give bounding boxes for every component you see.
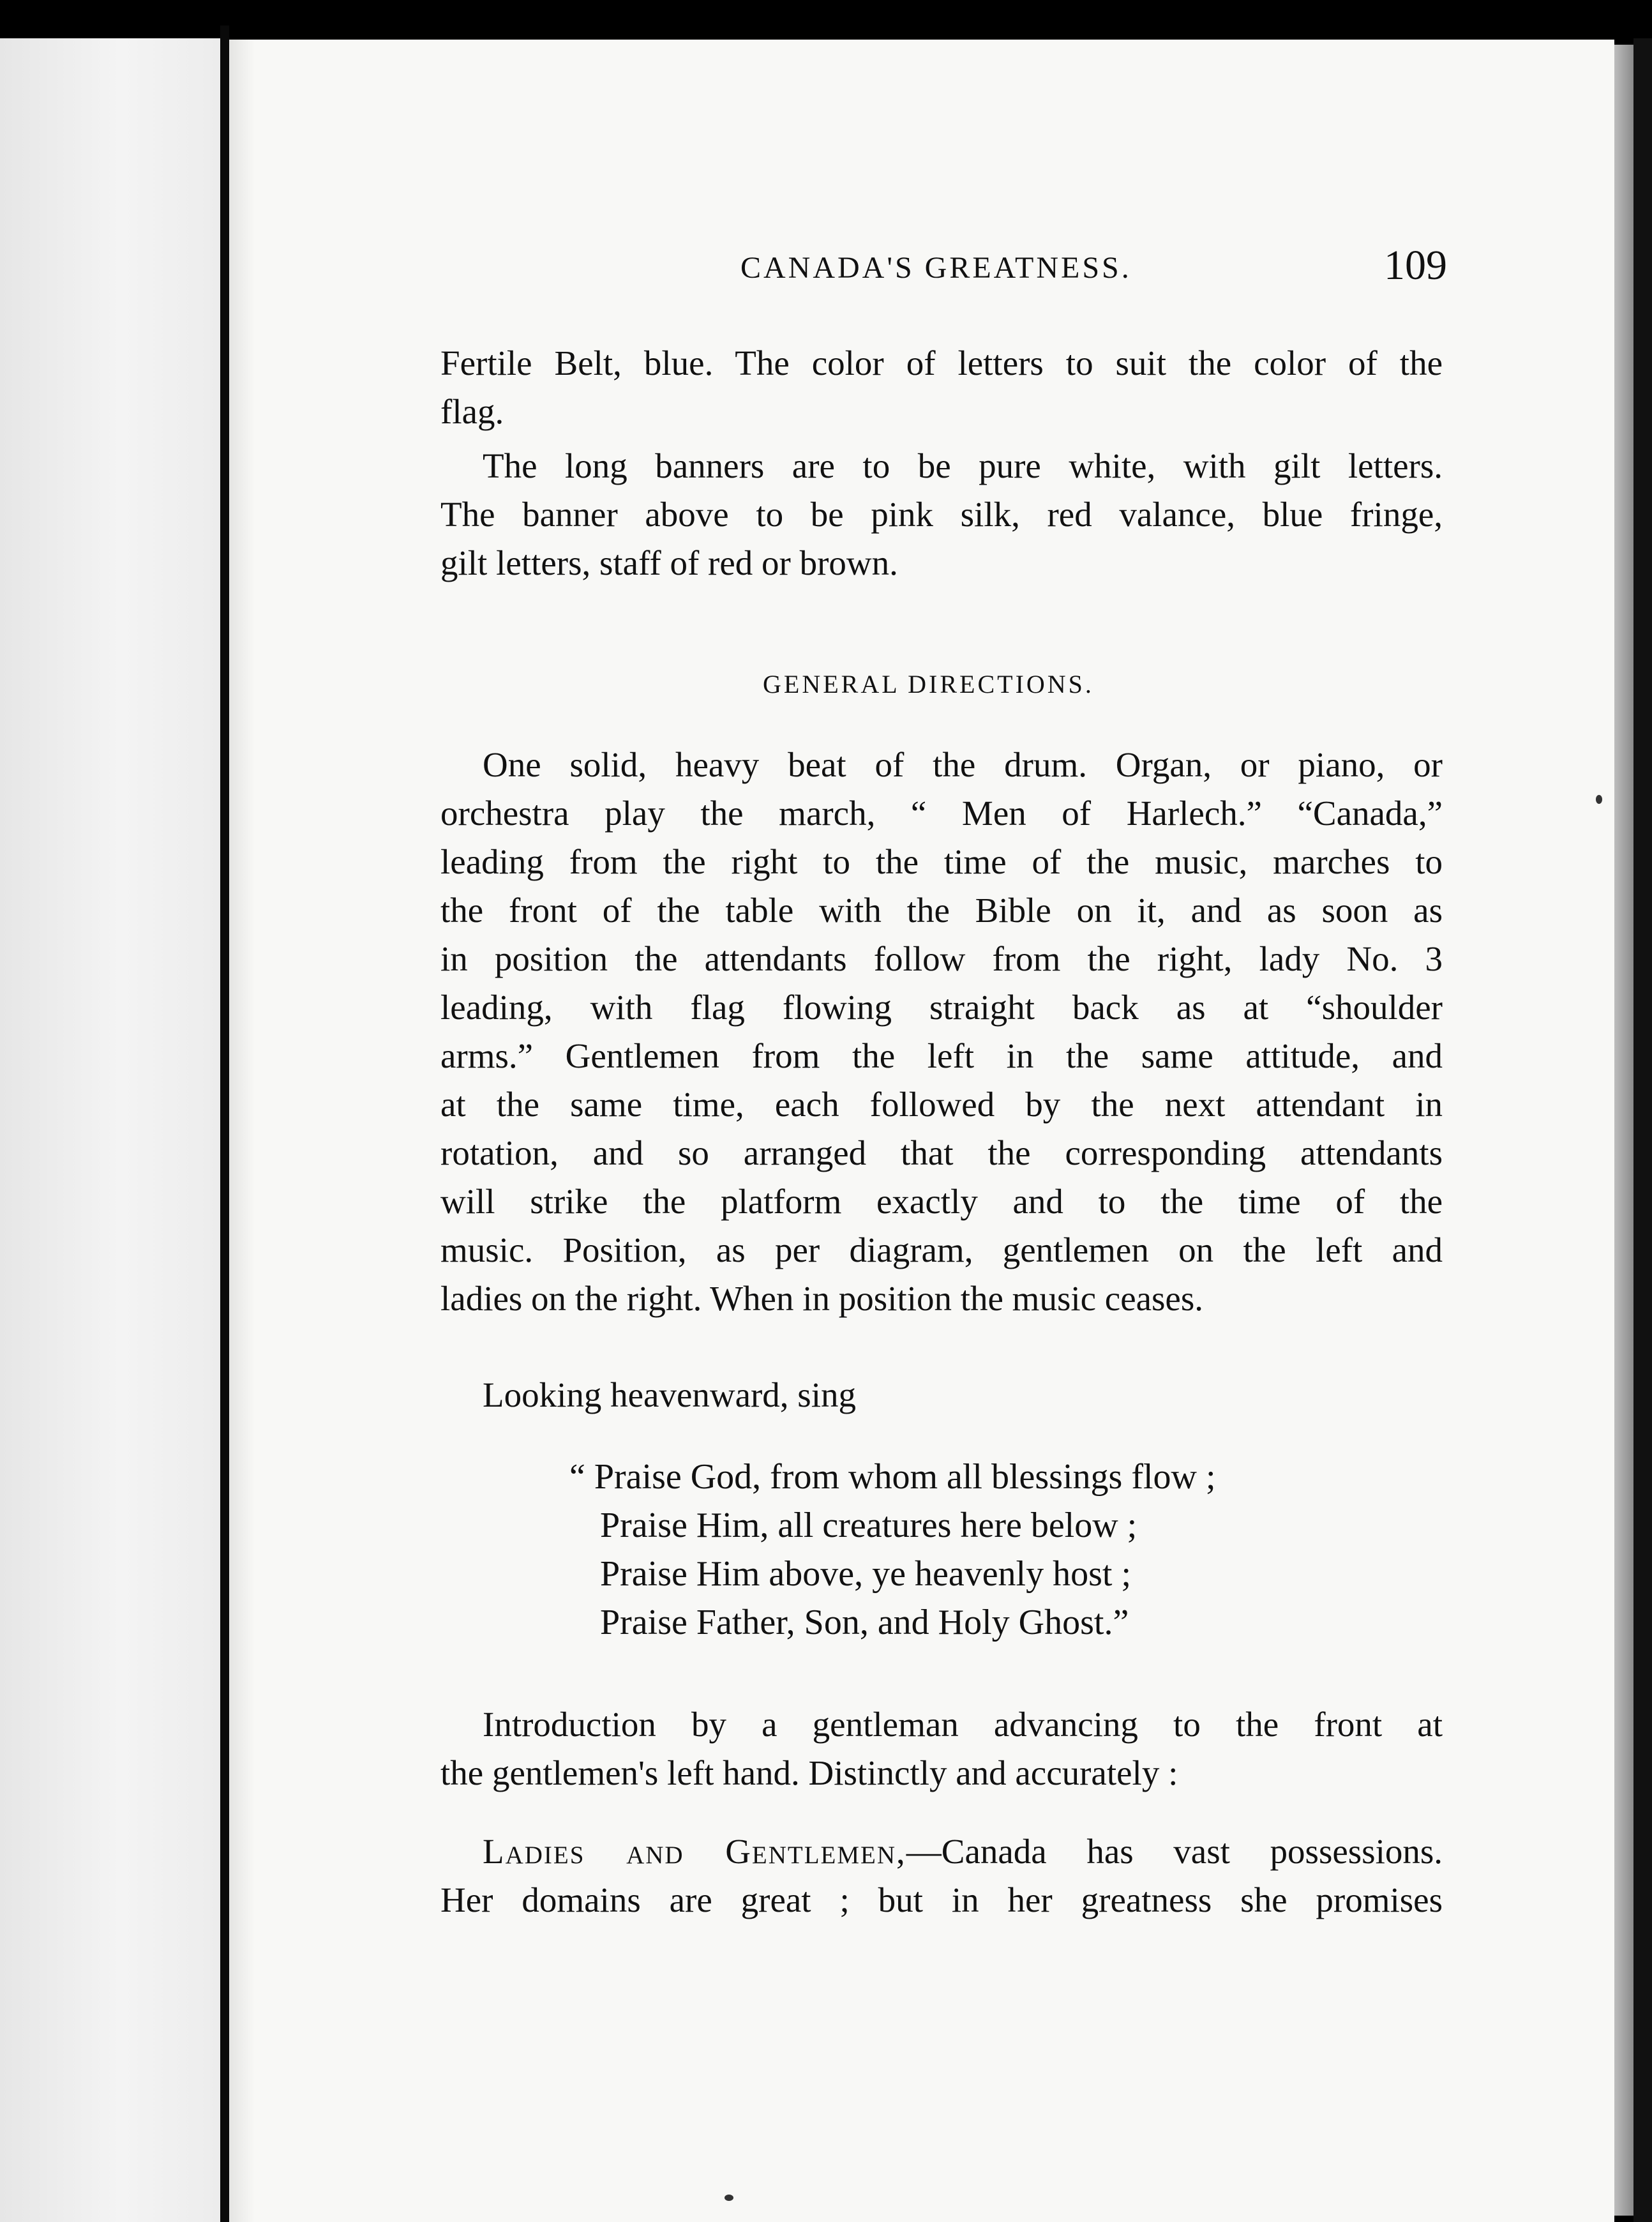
scan-border: [1633, 38, 1652, 2222]
text-line: the front of the table with the Bible on it, and as soon as: [440, 891, 1443, 930]
book-gutter: [220, 26, 229, 2222]
text-line: The long banners are to be pure white, with gilt letters.: [483, 446, 1443, 485]
page-number: 109: [1384, 242, 1447, 289]
paragraph-banners: [440, 442, 1443, 587]
page-stack-edge: [1614, 45, 1633, 2216]
facing-page-edge: [0, 38, 220, 2222]
doxology-verse: [569, 1453, 1216, 1647]
paragraph-introduction: [440, 1700, 1443, 1797]
text-line: ladies on the right. When in position the music ceases.: [440, 1279, 1203, 1318]
paragraph-general-directions: [440, 741, 1443, 1323]
verse-line: Praise Father, Son, and Holy Ghost.”: [600, 1603, 1129, 1642]
paragraph-address: [440, 1827, 1443, 1924]
text-line: The banner above to be pink silk, red valance, blue fringe,: [440, 495, 1443, 534]
text-fragment: —Canada has vast possessions.: [906, 1832, 1443, 1871]
text-line: Fertile Belt, blue. The color of letters to suit the color of the: [440, 344, 1443, 382]
text-line: will strike the platform exactly and to the time of the: [440, 1182, 1443, 1221]
text-line: gilt letters, staff of red or brown.: [440, 543, 898, 582]
paragraph-sing-intro: [440, 1371, 1443, 1419]
text-line: leading from the right to the time of the music, marches to: [440, 842, 1443, 881]
text-line: at the same time, each followed by the next attendant in: [440, 1085, 1443, 1124]
text-line: in position the attendants follow from the right, lady No. 3: [440, 939, 1443, 978]
text-line: leading, with flag flowing straight back as at “shoulder: [440, 988, 1443, 1027]
salutation: Ladies and Gentlemen,: [483, 1832, 906, 1871]
section-heading: GENERAL DIRECTIONS.: [763, 670, 1094, 699]
verse-line: “ Praise God, from whom all blessings flow ;: [569, 1457, 1216, 1497]
dust-speck: [725, 2195, 733, 2201]
text-line: [440, 1827, 1443, 1876]
text-line: Introduction by a gentleman advancing to the front at: [483, 1705, 1443, 1744]
text-line: orchestra play the march, “ Men of Harlech.” “Canada,”: [440, 794, 1443, 833]
verse-line: Praise Him above, ye heavenly host ;: [600, 1554, 1132, 1594]
text-line: One solid, heavy beat of the drum. Organ, or piano, or: [483, 745, 1443, 784]
text-line: Her domains are great ; but in her greatness she promises: [440, 1880, 1443, 1919]
text-line: rotation, and so arranged that the corresponding attendants: [440, 1133, 1443, 1172]
verse-line: Praise Him, all creatures here below ;: [600, 1506, 1138, 1545]
text-line: flag.: [440, 392, 504, 431]
text-line: Looking heavenward, sing: [483, 1375, 856, 1414]
text-line: the gentlemen's left hand. Distinctly and accurately :: [440, 1753, 1178, 1792]
dust-speck: [1596, 795, 1602, 804]
gutter-shadow: [229, 40, 255, 2222]
paragraph-fertile-belt: [440, 339, 1443, 436]
text-line: music. Position, as per diagram, gentlemen on the left and: [440, 1230, 1443, 1269]
text-line: arms.” Gentlemen from the left in the same attitude, and: [440, 1036, 1443, 1075]
running-head: CANADA'S GREATNESS.: [740, 251, 1132, 285]
